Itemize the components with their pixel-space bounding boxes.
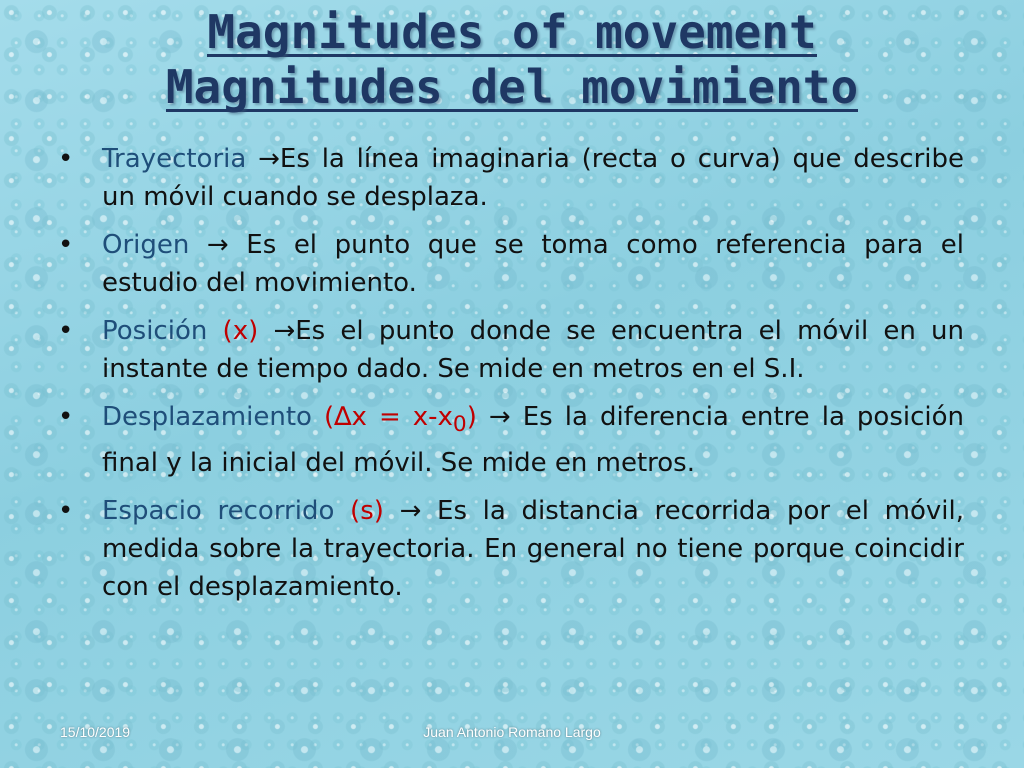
- symbol-main: (∆x = x-x: [323, 402, 453, 432]
- slide-title: [0, 6, 1024, 116]
- footer-author: Juan Antonio Romano Largo: [423, 724, 601, 740]
- footer-date: 15/10/2019: [60, 724, 131, 740]
- bullet-posicion: [58, 312, 964, 388]
- bullet-dot-icon: •: [58, 230, 74, 260]
- bullet-dot-icon: •: [58, 316, 74, 346]
- definition-text: Es la diferencia entre la posición final y la inicial del móvil. Se mide en metros.: [102, 402, 964, 479]
- symbol-label: [323, 402, 477, 438]
- symbol-subscript: 0: [452, 412, 467, 438]
- title-english: Magnitudes of movement: [207, 5, 817, 59]
- definition-text: Es la distancia recorrida por el móvil, medida sobre la trayectoria. En general no tiene porque coincidir con el desplazamiento.: [102, 496, 965, 603]
- term-label: Espacio recorrido: [102, 496, 335, 527]
- arrow-right-icon: →: [273, 316, 296, 346]
- symbol-label: (x): [222, 316, 259, 346]
- term-label: Trayectoria: [102, 144, 247, 174]
- bullet-espacio-recorrido: [58, 492, 964, 606]
- bullet-dot-icon: •: [58, 402, 74, 432]
- arrow-right-icon: →: [258, 144, 280, 174]
- term-label: Posición: [102, 316, 208, 346]
- bullet-list: [58, 140, 964, 616]
- bullet-dot-icon: •: [58, 144, 74, 174]
- symbol-label: (s): [350, 496, 384, 527]
- definition-text: Es el punto que se toma como referencia para el estudio del movimiento.: [102, 230, 964, 298]
- title-spanish: Magnitudes del movimiento: [165, 60, 859, 114]
- term-label: Origen: [102, 230, 190, 260]
- bullet-trayectoria: [58, 140, 964, 216]
- bullet-origen: [58, 226, 964, 302]
- symbol-close: ): [466, 402, 477, 432]
- arrow-right-icon: →: [488, 402, 511, 432]
- arrow-right-icon: →: [206, 230, 229, 260]
- bullet-desplazamiento: [58, 398, 964, 482]
- definition-text: Es la línea imaginaria (recta o curva) que describe un móvil cuando se desplaza.: [102, 144, 965, 212]
- definition-text: Es el punto donde se encuentra el móvil en un instante de tiempo dado. Se mide en metros en el S.I.: [102, 316, 964, 384]
- arrow-right-icon: →: [399, 496, 422, 527]
- term-label: Desplazamiento: [102, 402, 312, 432]
- bullet-dot-icon: •: [58, 496, 74, 527]
